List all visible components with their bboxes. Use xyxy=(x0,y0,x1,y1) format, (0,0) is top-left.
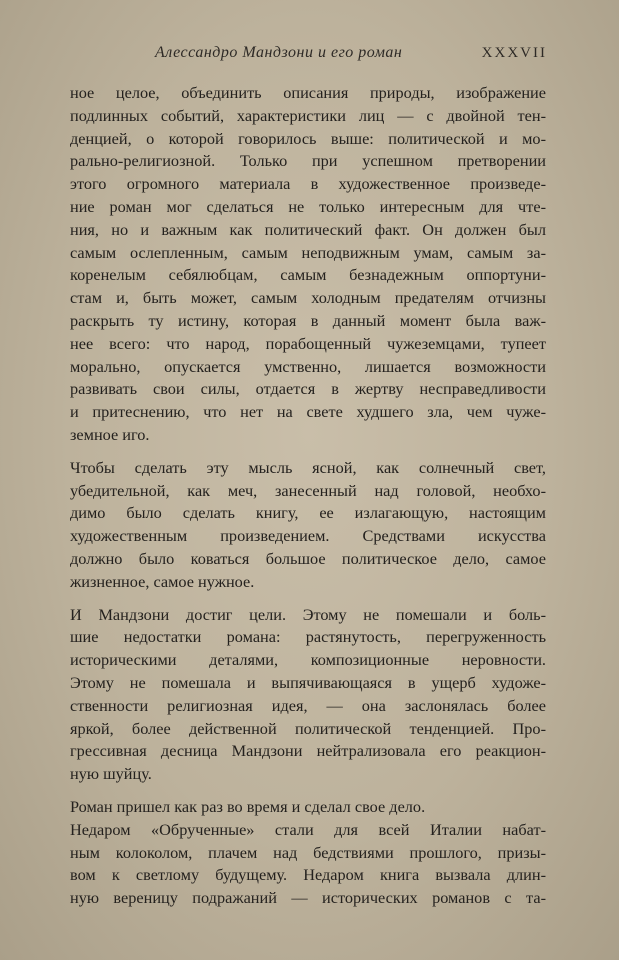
text-line: историческими деталями, композиционные неровности. xyxy=(70,650,546,670)
paragraph-5 xyxy=(70,819,546,910)
paragraph-1 xyxy=(70,82,546,447)
text-line: жизненное, самое нужное. xyxy=(70,571,255,591)
text-line: нее всего: что народ, порабощенный чужеземцами, тупеет xyxy=(70,333,546,353)
text-line: ную шуйцу. xyxy=(70,764,152,784)
text-line: ние роман мог сделаться не только интересным для чте- xyxy=(70,196,546,216)
text-line: ное целое, объединить описания природы, изображение xyxy=(70,83,546,102)
paragraph-2 xyxy=(70,457,546,594)
page-number: XXXVII xyxy=(481,45,547,61)
text-line: И Мандзони достиг цели. Этому не помешали и боль- xyxy=(70,604,546,624)
text-line: денцией, о которой говорилось выше: политической и мо- xyxy=(70,128,546,148)
text-line: подлинных событий, характеристики лиц — с двойной тен- xyxy=(70,105,546,125)
text-line: яркой, более действенной политической тенденцией. Про- xyxy=(70,718,546,738)
text-line: вом к светлому будущему. Недаром книга вызвала длин- xyxy=(70,865,546,885)
text-line: димо было сделать книгу, ее излагающую, настоящим xyxy=(70,503,546,523)
text-line: коренелым себялюбцам, самым безнадежным оппортуни- xyxy=(70,265,546,285)
text-line: Этому не помешала и выпячивающаяся в ущерб художе- xyxy=(70,672,546,692)
text-line: рально-религиозной. Только при успешном претворении xyxy=(70,151,546,171)
text-line: ную вереницу подражаний — исторических романов с та- xyxy=(70,888,546,908)
text-line: ным колоколом, плачем над бедствиями прошлого, призы- xyxy=(70,842,546,862)
text-line: самым ослепленным, самым неподвижным умам, самым за- xyxy=(70,242,546,262)
text-line: Недаром «Обрученные» стали для всей Италии набат- xyxy=(70,819,546,839)
text-line: ния, но и важным как политический факт. Он должен был xyxy=(70,219,546,239)
running-head xyxy=(155,44,547,62)
text-line: ственности религиозная идея, — она заслонялась более xyxy=(70,695,546,715)
text-line: земное иго. xyxy=(70,424,150,444)
text-line: шие недостатки романа: растянутость, перегруженность xyxy=(70,627,546,647)
paragraph-4 xyxy=(70,796,546,819)
text-line: должно было коваться большое политическое дело, самое xyxy=(70,548,546,568)
text-line: стам и, быть может, самым холодным предателям отчизны xyxy=(70,288,546,308)
running-title: Алессандро Мандзони и его роман xyxy=(155,44,403,61)
text-line: Чтобы сделать эту мысль ясной, как солнечный свет, xyxy=(70,457,546,477)
text-line: и притеснению, что нет на свете худшего зла, чем чуже- xyxy=(70,402,546,422)
text-line: художественным произведением. Средствами искусства xyxy=(70,526,546,546)
text-line: грессивная десница Мандзони нейтрализовала его реакцион- xyxy=(70,741,546,761)
text-line: Роман пришел как раз во время и сделал свое дело. xyxy=(70,796,426,816)
text-line: развивать свои силы, отдается в жертву несправедливости xyxy=(70,379,546,399)
text-line: раскрыть ту истину, которая в данный момент была важ- xyxy=(70,310,546,330)
text-line: этого огромного материала в художественное произведе- xyxy=(70,174,546,194)
paragraph-3 xyxy=(70,604,546,786)
text-line: убедительной, как меч, занесенный над головой, необхо- xyxy=(70,480,546,500)
body-text xyxy=(70,82,546,910)
text-line: морально, опускается умственно, лишается возможности xyxy=(70,356,546,376)
